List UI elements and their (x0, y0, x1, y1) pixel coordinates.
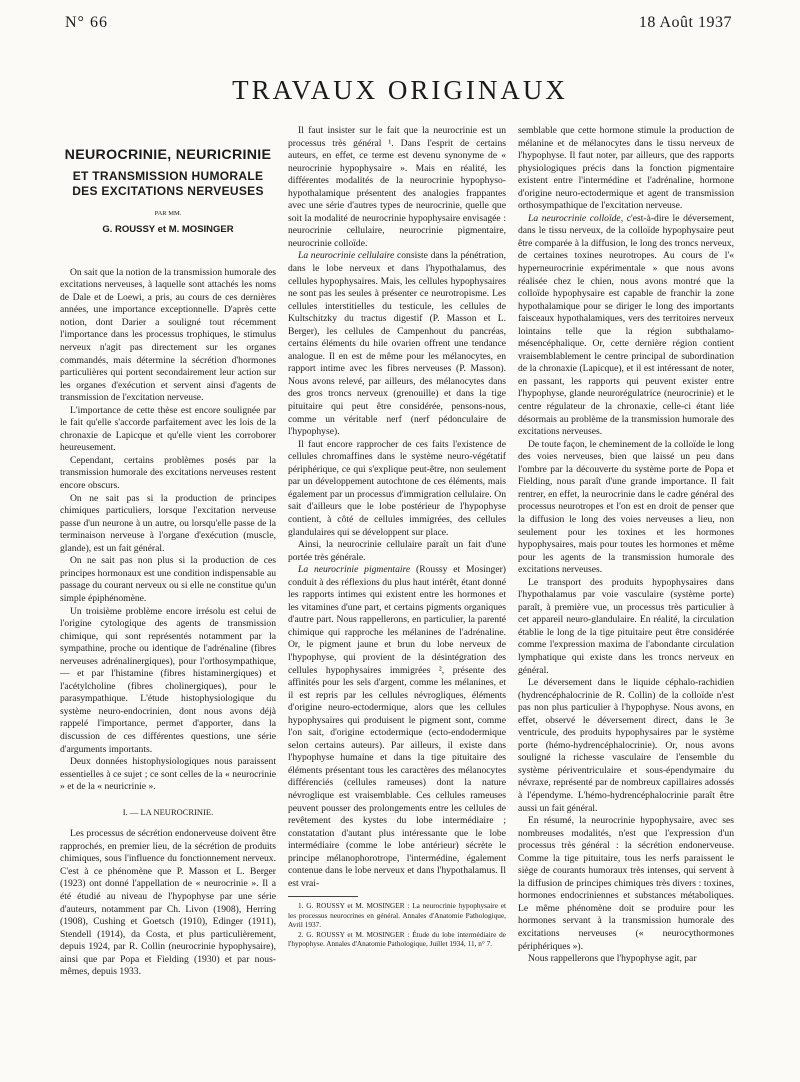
article-authors: G. ROUSSY et M. MOSINGER (102, 224, 234, 236)
paragraph: En résumé, la neurocrinie hypophysaire, avec ses nombreuses modalités, n'est que l'expression d'un processus très général : la sécrétion endonerveuse. Comme la tige pituitaire, tous les nerfs paraissent le siège de courants humoraux très intenses, qui servent à la diffusion de principes chimiques très divers : toxines, hormones endocriniennes et substances métaboliques. Le même phénomène doit se produire pour les hormones servant à la transmission humorale des excitations nerveuses (« neurocythormones périphériques »). (518, 815, 734, 952)
paragraph: Le déversement dans le liquide céphalo-rachidien (hydrencéphalocrinie de R. Collin) de la colloïde n'est pas non plus particulier à l'hypophyse. Nous avons, en effet, observé le déversement direct, dans le 3e ventricule, des produits hypophysaires par le système porte (hémo-hydrencéphalocrinie). Or, nous avons souligné la richesse vasculaire de l'ensemble du système périventriculaire et sous-épendymaire du névraxe, représenté par de nombreux capillaires adossés à l'épendyme. L'hémo-hydrencéphalocrinie paraît être aussi un fait général. (518, 677, 734, 814)
paragraph: Les processus de sécrétion endonerveuse doivent être rapprochés, en premier lieu, de la sécrétion de produits chimiques, sous l'influence du fonctionnement nerveux. C'est à ce phénomène que P. Masson et L. Berger (1923) ont donné l'appellation de « neurocrinie ». Il a été étudié au niveau de l'hypophyse par une série d'auteurs, notamment par Ch. Livon (1908), Herring (1908), Cushing et Goetsch (1910), Edinger (1911), Stendell (1914), da Costa, et plus particulièrement, depuis 1924, par R. Collin (neurocrinie hypophysaire), ainsi que par Popa et Fielding (1930) et par nous-mêmes, depuis 1933. (60, 828, 276, 978)
paragraph: Cependant, certains problèmes posés par la transmission humorale des excitations nerveuses restent encore obscurs. (60, 454, 276, 492)
paragraph-text: , c'est-à-dire le déversement, dans le tissu nerveux, de la colloïde hypophysaire peut être comparée à la diffusion, le long des troncs nerveux, de certaines toxines neurotropes. Au cours de l'« hyperneurocrinie expérimentale » que nous avons réalisée chez le chien, nous avons montré que la colloïde hypophysaire est capable de franchir la zone hypothalamique pour se diriger le long des importants faisceaux hypothalamiques, vers des territoires nerveux lointains telle que la région subthalamo-mésencéphalique. Or, cette dernière région contient vraisemblablement le centre principal de subordination de la chronaxie (Lapicque), et il est intéressant de noter, en passant, les rapports qui peuvent exister entre l'hypophyse, glande neurorégulatrice (neurocrinie) et le centre régulateur de la chronaxie, celle-ci étant liée désormais au problème de la transmission humorale des excitations nerveuses. (518, 212, 734, 438)
paragraph: L'importance de cette thèse est encore soulignée par le fait qu'elle s'accorde parfaitement avec les lois de la chronaxie de Lapicque et qu'elle vient les corroborer heureusement. (60, 404, 276, 454)
page-number: N° 66 (65, 14, 108, 31)
column-1 (60, 132, 276, 979)
paragraph: De toute façon, le cheminement de la colloïde le long des voies nerveuses, bien que laissé un peu dans l'ombre par la découverte du système porte de Popa et Fielding, nous paraît d'une grande importance. Il fait rentrer, en effet, la neurocrinie dans le cadre général des processus neurotropes et l'on est en droit de penser que la diffusion le long des voies nerveuses a lieu, non seulement pour les toxines et les hormones hypophysaires, mais pour toutes les hormones et même pour les agents de la transmission humorale des excitations nerveuses. (518, 438, 734, 576)
footnote: 1. G. ROUSSY et M. MOSINGER : La neurocrinie hypophysaire et les processus neurocrines en général. Annales d'Anatomie Pathologique, Avril 1937. (288, 901, 506, 930)
paragraph: Un troisième problème encore irrésolu est celui de l'origine cytologique des agents de transmission chimique, qui sont représentés notamment par la sympathine, proche ou identique de l'adrénaline (fibres nerveuses adrénalinergiques), pour l'orthosympathique, — et par l'histamine (fibres histaminergiques) et l'acétylcholine (fibres cholinergiques), pour le parasympathique. L'étude histophysiologique du système neuro-endocrinien, dont nous avons déjà rappelé l'importance, permet d'apporter, dans la discussion de ces différentes questions, une série d'arguments importants. (60, 605, 276, 755)
paragraph (288, 564, 506, 890)
term-emphasis: La neurocrinie pigmentaire (298, 564, 411, 576)
column-3 (518, 125, 734, 966)
paragraph: On ne sait pas non plus si la production de ces principes hormonaux est une condition indispensable au passage du courant nerveux ou si elle ne constitue qu'un simple épiphénomène. (60, 555, 276, 604)
column-2 (288, 125, 506, 948)
issue-date: 18 Août 1937 (638, 14, 732, 31)
paragraph: Le transport des produits hypophysaires dans l'hypothalamus par voie vasculaire (système porte) paraît, à première vue, un processus très particulier à cet appareil neuro-glandulaire. En réalité, la circulation établie le long de la tige pituitaire peut être considérée comme l'expression maxima de l'abondante circulation lymphatique qui existe dans les troncs nerveux en général. (518, 576, 734, 676)
paragraph-text: consiste dans la pénétration, dans le lobe nerveux et dans l'hypothalamus, des cellules hypophysaires. Mais, les cellules hypophysaires ne sont pas les seules à présenter ce neurotropisme. Les cellules interstitielles du testicule, les cellules de Kultschitzky du tractus digestif (P. Masson et L. Berger), les cellules de Campenhout du pancréas, certains éléments du hile ovarien offrent une tendance analogue. Il en est de même pour les mélanocytes, en rapport intime avec les fibres nerveuses (P. Masson). Nous avons relevé, par ailleurs, des mélanocytes dans des gros troncs nerveux (grenouille) et dans la tige pituitaire qui peut être considérée, pensons-nous, comme un véritable nerf (nerf pédonculaire de l'hypophyse). (288, 250, 506, 438)
paragraph (518, 213, 734, 439)
article-title-line-3: DES EXCITATIONS NERVEUSES (72, 184, 264, 199)
footnote: 2. G. ROUSSY et M. MOSINGER : Étude du lobe intermédiaire de l'hypophyse. Annales d'Anatomie Pathologique, Juillet 1934, 11, n° 7. (288, 929, 506, 948)
section-heading: I. — LA NEUROCRINIE. (122, 806, 214, 817)
paragraph: Deux données histophysiologiques nous paraissent essentielles à ce sujet ; ce sont celles de la « neurocrinie » et de la « neuricrinie ». (60, 756, 276, 793)
paragraph (288, 250, 506, 438)
term-emphasis: La neurocrinie colloïde (528, 212, 621, 224)
paragraph: Nous rappellerons que l'hypophyse agit, par (528, 953, 697, 965)
section-title: TRAVAUX ORIGINAUX (232, 75, 568, 105)
paragraph: On sait que la notion de la transmission humorale des excitations nerveuses, à laquelle sont attachés les noms de Dale et de Loewi, a pris, au cours de ces dernières années, une importance exceptionnelle. D'après cette notion, dont Darier a souligné tout récemment l'importance dans les processus trophiques, le stimulus nerveux n'agit pas directement sur les organes commandés, mais détermine la sécrétion d'hormones particulières qui portent secondairement leur action sur les organes d'exécution et servent ainsi d'agents de transmission de l'excitation nerveuse. (60, 266, 276, 404)
paragraph: On ne sait pas si la production de principes chimiques particuliers, lorsque l'excitation nerveuse passe d'un neurone à un autre, ou lorsqu'elle passe de la terminaison nerveuse à l'organe d'exécution (muscle, glande), est un fait général. (60, 492, 276, 554)
article-title-line-1: NEUROCRINIE, NEURICRINIE (64, 147, 272, 163)
term-emphasis: La neurocrinie cellulaire (298, 250, 395, 262)
paragraph: Il faut insister sur le fait que la neurocrinie est un processus très général ¹. Dans l'esprit de certains auteurs, en effet, ce terme est devenu synonyme de « neurocrinie hypophysaire ». Mais en réalité, les différentes modalités de la neurocrinie hypophyso-hypothalamique présentent des analogies frappantes avec une série d'autres types de neurocrinie, quelle que soit la modalité de neurocrinie hypophysaire envisagée : neurocrinie cellulaire, neurocrinie pigmentaire, neurocrinie colloïde. (288, 125, 506, 249)
paragraph: semblable que cette hormone stimule la production de mélanine et de mélanocytes dans le tissu nerveux de l'hypophyse. Il faut noter, par ailleurs, que des rapports physiologiques précis dans la fonction pigmentaire existent entre l'intermédine et l'adrénaline, hormone d'origine neuro-ectodermique et agent de transmission orthosympathique de l'excitation nerveuse. (518, 125, 734, 212)
paragraph-text: (Roussy et Mosinger) conduit à des réflexions du plus haut intérêt, étant donné les rapports intimes qui existent entre les hormones et les vitamines d'une part, et certains pigments organiques d'autre part. Nous rappellerons, en particulier, la parenté chimique qui rapproche les mélanines de l'adrénaline. Or, le pigment jaune et brun du lobe nerveux de l'hypophyse, qui provient de la désintégration des cellules hypophysaires immigrées ², présente des affinités pour les sels d'argent, comme les mélanines, et il est repris par les cellules névrogliques, éléments d'origine neuro-ectodermique, alors que les cellules hypophysaires qui produisent le pigment sont, comme l'on sait, d'origine ectodermique (ecto-endodermique selon certains auteurs). Par ailleurs, il existe dans l'hypophyse humaine et dans la tige pituitaire des éléments présentant tous les caractères des mélanocytes différenciés (cellules rameuses) dont la nature névroglique est vraisemblable. Ces cellules rameuses peuvent pousser des prolongements entre les cellules de revêtement des kystes du lobe intermédiaire ; constatation d'autant plus intéressante que le lobe intermédiaire (comme le lobe antérieur) sécrète le principe mélanophorotrope, l'intermédine, également contenue dans le lobe nerveux et dans l'hypothalamus. Il est vrai- (288, 564, 506, 889)
footnote-divider (288, 896, 358, 897)
byline-prefix: PAR MM. (154, 209, 182, 217)
paragraph: Ainsi, la neurocrinie cellulaire paraît un fait d'une portée très générale. (288, 539, 506, 563)
paragraph: Il faut encore rapprocher de ces faits l'existence de cellules chromaffines dans le système neuro-végétatif périphérique, ce qui s'explique peut-être, non seulement par un développement autochtone de ces éléments, mais également par un processus d'immigration cellulaire. On sait d'ailleurs que le lobe postérieur de l'hypophyse contient, à côté de cellules immigrées, des cellules glandulaires qui se développent sur place. (288, 438, 506, 538)
article-title-line-2: ET TRANSMISSION HUMORALE (72, 168, 264, 183)
